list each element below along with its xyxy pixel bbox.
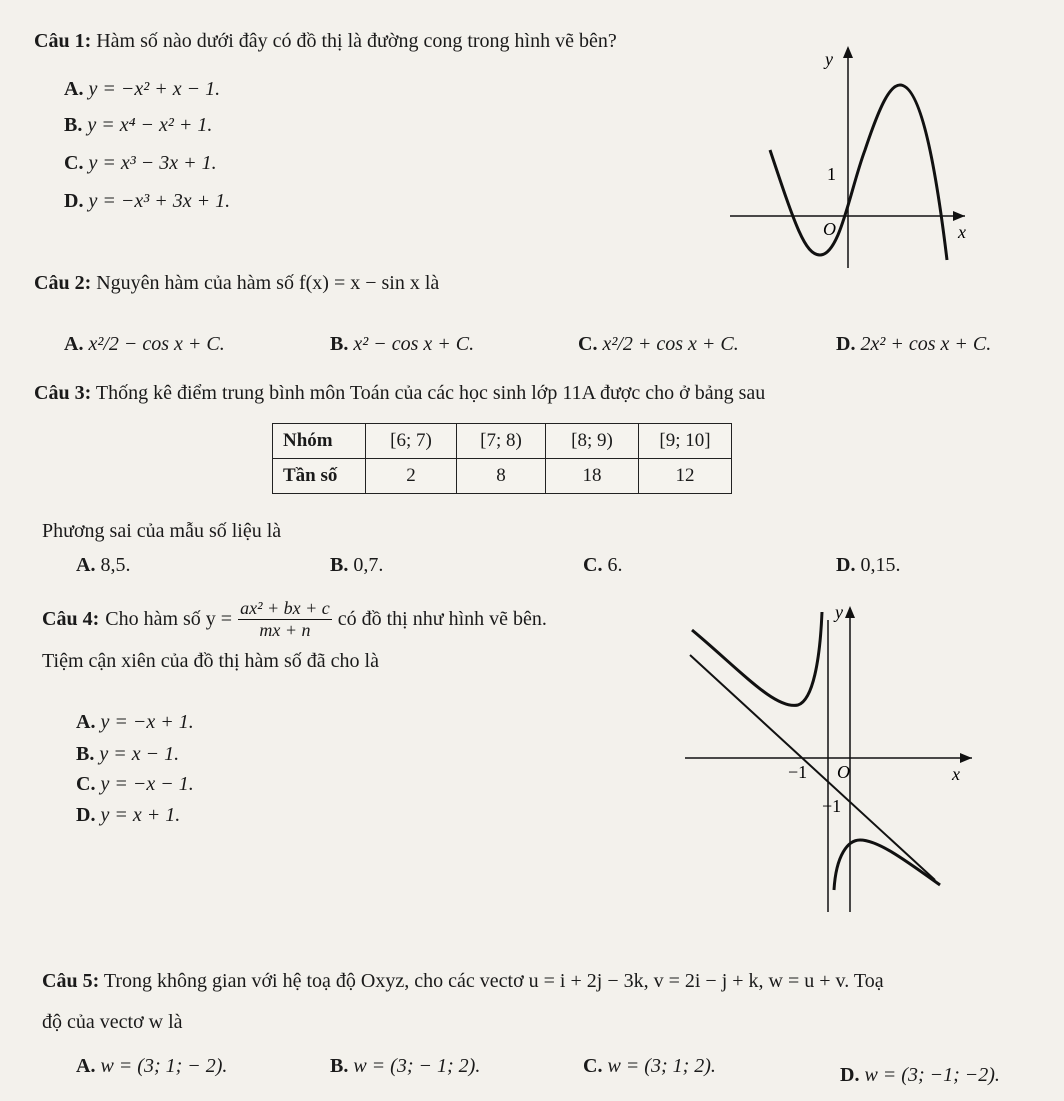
q4-text-after: có đồ thị như hình vẽ bên.: [337, 608, 547, 630]
table-cell: [7; 8): [457, 424, 546, 459]
q5-option-b: [330, 1055, 480, 1078]
table-cell: 2: [366, 459, 457, 494]
option-letter: D.: [76, 804, 96, 826]
option-letter: A.: [64, 78, 84, 100]
q1-option-b: [64, 114, 212, 137]
q3-text: Thống kê điểm trung bình môn Toán của các học sinh lớp 11A được cho ở bảng sau: [95, 382, 766, 404]
q4-option-d: [76, 804, 180, 827]
cubic-curve: [770, 85, 947, 260]
option-letter: B.: [76, 743, 95, 765]
tick-label-x-minus-1: −1: [788, 762, 808, 782]
q3-option-d: [836, 554, 900, 577]
table-header-cell: Nhóm: [273, 424, 366, 459]
denominator: mx + n: [259, 620, 311, 640]
q4-option-a: [76, 711, 194, 734]
q5-statement: [42, 970, 884, 993]
y-axis-arrow: [843, 46, 853, 58]
option-text: 0,7.: [353, 554, 384, 576]
option-letter: D.: [64, 190, 84, 212]
option-letter: D.: [840, 1064, 860, 1086]
option-text: 2x² + cos x + C.: [860, 333, 992, 355]
table-cell: 12: [639, 459, 732, 494]
option-text: y = −x³ + 3x + 1.: [88, 190, 231, 212]
q1-option-c: [64, 152, 217, 175]
q3-prompt: Phương sai của mẫu số liệu là: [42, 520, 282, 542]
option-text: 8,5.: [100, 554, 131, 576]
q3-label: Câu 3:: [34, 382, 92, 404]
option-text: w = (3; 1; 2).: [607, 1055, 716, 1077]
q4-option-c: [76, 773, 194, 796]
q5-text: Trong không gian với hệ toạ độ Oxyz, cho các vectơ u = i + 2j − 3k, v = 2i − j + k, w = u + v. Toạ: [103, 970, 884, 992]
option-letter: D.: [836, 333, 856, 355]
q2-option-b: [330, 333, 474, 356]
option-letter: C.: [578, 333, 598, 355]
option-letter: B.: [330, 333, 349, 355]
q1-option-d: [64, 190, 230, 213]
x-label: x: [958, 222, 966, 242]
q1-graph: [715, 40, 975, 280]
option-text: x²/2 − cos x + C.: [88, 333, 225, 355]
q4-option-b: [76, 743, 179, 766]
option-letter: A.: [76, 1055, 96, 1077]
q4-label: Câu 4:: [42, 608, 100, 630]
option-letter: B.: [330, 1055, 349, 1077]
q3-option-b: [330, 554, 383, 577]
option-text: y = −x² + x − 1.: [88, 78, 221, 100]
option-letter: A.: [64, 333, 84, 355]
option-letter: B.: [330, 554, 349, 576]
option-text: y = x − 1.: [99, 743, 180, 765]
q5-option-d: [840, 1064, 1000, 1087]
option-letter: B.: [64, 114, 83, 136]
q5-label: Câu 5:: [42, 970, 100, 992]
oblique-asymptote: [690, 655, 935, 880]
option-text: y = −x − 1.: [100, 773, 194, 795]
option-letter: C.: [64, 152, 84, 174]
option-text: y = −x + 1.: [100, 711, 194, 733]
q5-text2: độ của vectơ w là: [42, 1011, 183, 1033]
q1-text: Hàm số nào dưới đây có đồ thị là đường cong trong hình vẽ bên?: [96, 30, 617, 52]
q3-option-a: [76, 554, 130, 577]
curve-left-branch: [692, 612, 822, 705]
x-axis-arrow: [960, 753, 972, 763]
x-label: x: [952, 764, 960, 784]
table-header-cell: Tần số: [273, 459, 366, 494]
option-letter: A.: [76, 711, 96, 733]
option-text: 0,15.: [860, 554, 901, 576]
table-row: [273, 424, 732, 459]
q3-option-c: [583, 554, 622, 577]
q4-text-before: Cho hàm số y =: [105, 608, 233, 630]
table-cell: [6; 7): [366, 424, 457, 459]
table-cell: [8; 9): [546, 424, 639, 459]
q1-option-a: [64, 78, 220, 101]
q1-label: Câu 1:: [34, 30, 92, 52]
table-cell: 8: [457, 459, 546, 494]
option-text: y = x + 1.: [100, 804, 181, 826]
option-text: x² − cos x + C.: [353, 333, 475, 355]
q5-option-a: [76, 1055, 227, 1078]
y-label: y: [835, 602, 843, 622]
option-letter: C.: [76, 773, 96, 795]
x-axis-arrow: [953, 211, 965, 221]
q5-option-c: [583, 1055, 716, 1078]
q2-option-c: [578, 333, 739, 356]
option-letter: C.: [583, 1055, 603, 1077]
option-text: w = (3; 1; − 2).: [100, 1055, 228, 1077]
y-label: y: [825, 49, 833, 69]
origin-label: O: [823, 219, 836, 239]
q2-option-d: [836, 333, 991, 356]
q2-label: Câu 2:: [34, 272, 92, 294]
q2-statement: [34, 272, 439, 295]
table-row: [273, 459, 732, 494]
origin-label: O: [837, 762, 850, 782]
fraction: [238, 598, 332, 641]
option-text: y = x⁴ − x² + 1.: [87, 114, 213, 136]
tick-label-1: 1: [827, 164, 836, 184]
table-cell: [9; 10]: [639, 424, 732, 459]
q2-text: Nguyên hàm của hàm số f(x) = x − sin x là: [96, 272, 440, 294]
option-letter: D.: [836, 554, 856, 576]
q4-prompt: Tiệm cận xiên của đồ thị hàm số đã cho là: [42, 650, 379, 672]
numerator: ax² + bx + c: [240, 598, 330, 618]
q4-statement: [42, 598, 547, 641]
q2-option-a: [64, 333, 225, 356]
option-letter: C.: [583, 554, 603, 576]
tick-label-y-minus-1: −1: [822, 796, 842, 816]
option-text: 6.: [607, 554, 623, 576]
q4-graph: [680, 600, 980, 920]
y-axis-arrow: [845, 606, 855, 618]
frequency-table: [272, 423, 732, 494]
q3-statement: [34, 382, 765, 405]
option-text: w = (3; − 1; 2).: [353, 1055, 481, 1077]
option-text: w = (3; −1; −2).: [864, 1064, 1000, 1086]
option-letter: A.: [76, 554, 96, 576]
table-cell: 18: [546, 459, 639, 494]
q1-statement: [34, 30, 617, 53]
option-text: y = x³ − 3x + 1.: [88, 152, 217, 174]
option-text: x²/2 + cos x + C.: [602, 333, 739, 355]
